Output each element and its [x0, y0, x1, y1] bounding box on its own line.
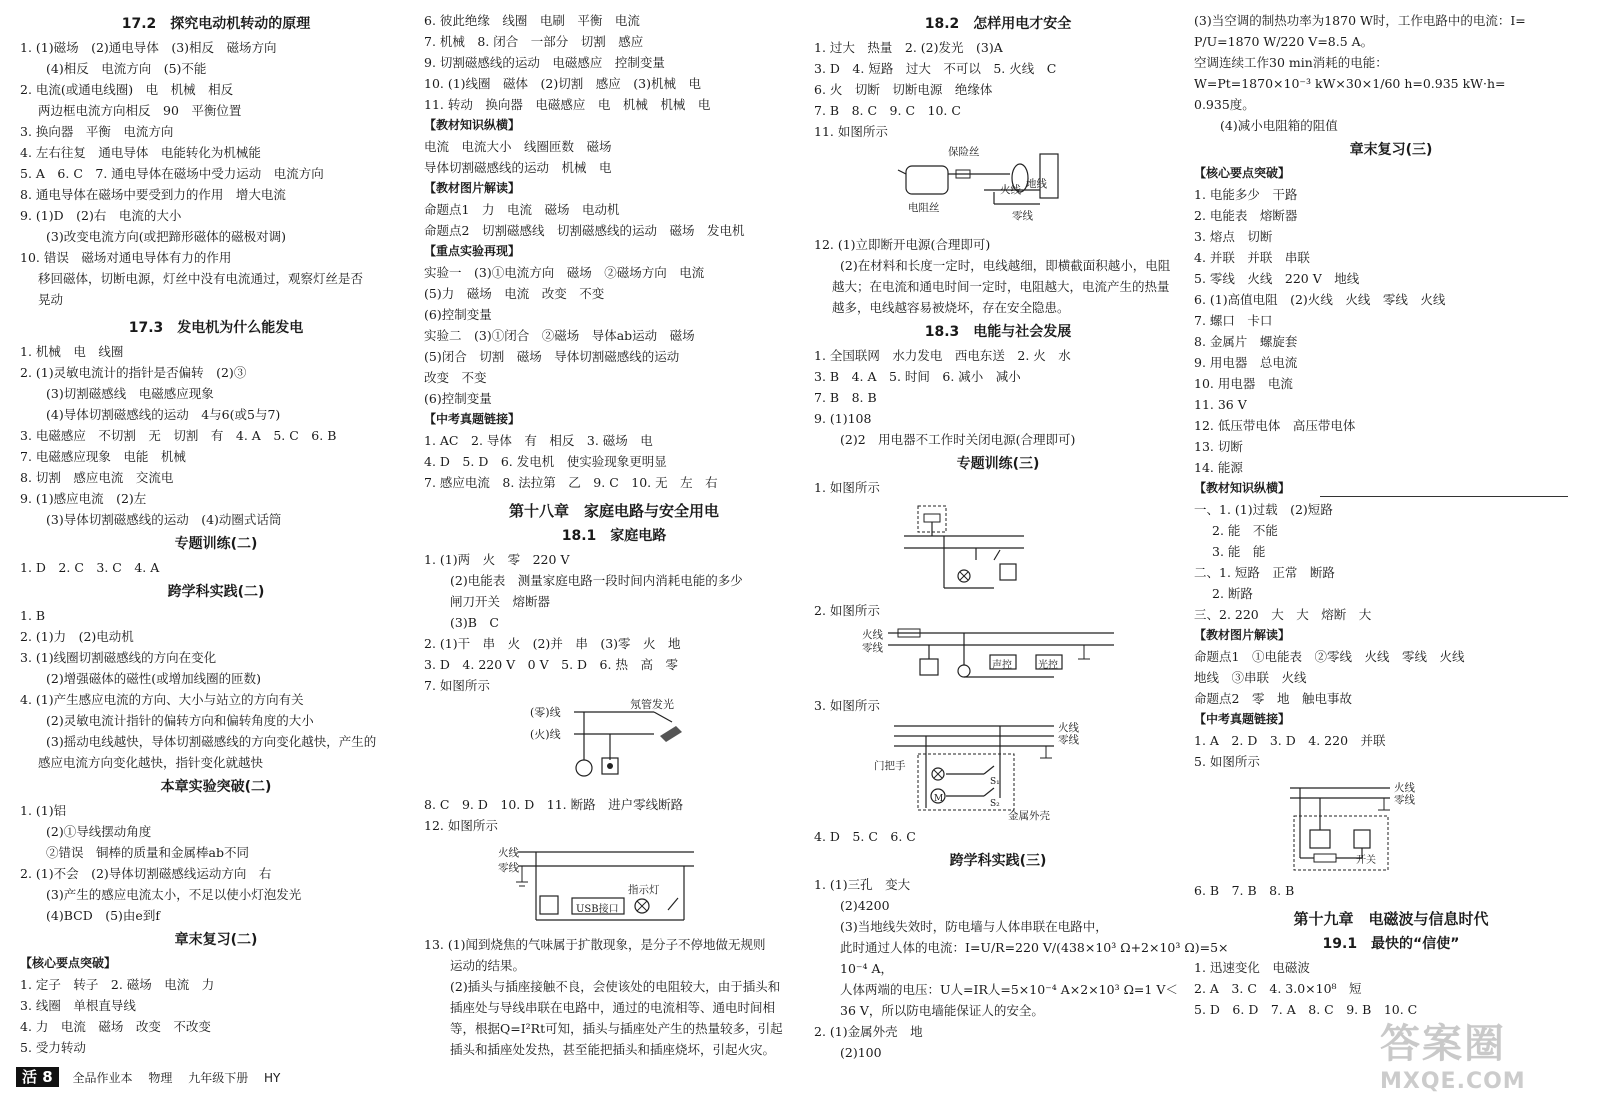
answer-line: (6)控制变量: [424, 307, 492, 322]
answer-line: (3)产生的感应电流太小，不足以使小灯泡发光: [46, 887, 302, 902]
answer-line: 3. 如图所示: [814, 698, 880, 713]
answer-line: 4. 并联 并联 串联: [1194, 250, 1310, 265]
section-heading-17-3: 17.3 发电机为什么能发电: [128, 320, 304, 336]
answer-line: 电流 电流大小 线圈匝数 磁场: [424, 139, 612, 154]
answer-line: 移回磁体，切断电源，灯丝中没有电流通过，观察灯丝是否: [38, 271, 364, 286]
answer-line: 12. (1)立即断开电源(合理即可): [814, 237, 991, 252]
column-1: [20, 10, 412, 1058]
answer-line: 闸刀开关 熔断器: [450, 594, 551, 609]
answer-line: 1. (1)铝: [20, 803, 67, 818]
answer-line: 9. (1)108: [814, 411, 872, 426]
ground-line-label: 地线: [1026, 178, 1047, 190]
answer-line: 1. (1)三孔 变大: [814, 877, 911, 892]
answer-line: 二、1. 短路 正常 断路: [1194, 565, 1335, 580]
answer-line: (2)2 用电器不工作时关闭电源(合理即可): [840, 432, 1076, 447]
answer-line: 感应电流方向变化越快，指针变化就越快: [38, 755, 264, 770]
answer-line: 10. 错误 磁场对通电导体有力的作用: [20, 250, 232, 265]
answer-line: 2. 如图所示: [814, 603, 880, 618]
circuit-figure-s3: [814, 718, 1182, 822]
answer-line: (3)切割磁感线 电磁感应现象: [46, 386, 214, 401]
usb-label: USB接口: [576, 904, 619, 915]
sound-control-label: 声控: [992, 660, 1012, 671]
section-heading-18-1: 18.1 家庭电路: [561, 528, 667, 544]
answer-line: 1. 全国联网 水力发电 西电东送 2. 火 水: [814, 348, 1071, 363]
answer-line: 11. 转动 换向器 电磁感应 电 机械 机械 电: [424, 97, 711, 112]
answer-line: (2)增强磁体的磁性(或增加线圈的匝数): [46, 671, 261, 686]
section-heading-cross-2: 跨学科实践(二): [167, 584, 265, 600]
page-number: 活 8: [16, 1067, 59, 1087]
answer-line: (5)力 磁场 电流 改变 不变: [424, 286, 605, 301]
answer-line: 三、2. 220 大 大 熔断 大: [1194, 607, 1372, 622]
page-footer: [16, 1066, 292, 1087]
answer-line: 人体两端的电压：U人=IR人=5×10⁻⁴ A×2×10³ Ω=1 V＜: [840, 982, 1178, 997]
fuse-icon: [1314, 854, 1336, 862]
answer-line: (2)4200: [840, 898, 890, 913]
answer-line: 7. B 8. C 9. C 10. C: [814, 103, 961, 118]
circuit-diagram-5: [1194, 774, 1588, 876]
answer-line: 9. (1)D (2)右 电流的大小: [20, 208, 182, 223]
socket-icon: [540, 896, 558, 914]
answer-line: 2. (1)干 串 火 (2)并 串 (3)零 火 地: [424, 636, 681, 651]
fire-line-label: 火线: [862, 629, 883, 641]
answer-line: (5)闭合 切割 磁场 导体切割磁感线的运动: [424, 349, 680, 364]
resistor-wire-label: 电阻丝: [908, 202, 940, 214]
answer-line: 7. 机械 8. 闭合 一部分 切割 感应: [424, 34, 644, 49]
section-heading-review-3: 章末复习(三): [1349, 142, 1433, 158]
answer-line: 3. 换向器 平衡 电流方向: [20, 124, 174, 139]
answer-line: 8. 通电导体在磁场中要受到力的作用 增大电流: [20, 187, 286, 202]
motor-label: M: [934, 794, 944, 804]
zero-line-label: 零线: [862, 642, 883, 654]
answer-line: 5. 零线 火线 220 V 地线: [1194, 271, 1360, 286]
section-heading-experiment-2: 本章实验突破(二): [160, 779, 272, 795]
circuit-figure-11: [814, 144, 1182, 230]
answer-line: (2)灵敏电流计指针的偏转方向和偏转角度的大小: [46, 713, 314, 728]
answer-line: 运动的结果。: [450, 958, 526, 973]
subsection-label: 【教材图片解读】: [424, 181, 521, 195]
answer-line: 此时通过人体的电流：I=U/R=220 V/(438×10³ Ω+2×10³ Ω)=5×: [840, 940, 1229, 955]
circuit-diagram-s1: [814, 500, 1182, 596]
answer-line: 4. 左右往复 通电导体 电能转化为机械能: [20, 145, 261, 160]
answer-line: (2)电能表 测量家庭电路一段时间内消耗电能的多少: [450, 573, 743, 588]
answer-line: 3. D 4. 短路 过大 不可以 5. 火线 C: [814, 61, 1057, 76]
answer-line: 2. (1)金属外壳 地: [814, 1024, 923, 1039]
circuit-figure-12: [424, 838, 804, 930]
kettle-icon: [906, 166, 948, 194]
switch-label: 开关: [1356, 855, 1376, 866]
answer-line: 1. 定子 转子 2. 磁场 电流 力: [20, 977, 215, 992]
answer-line: (3)当空调的制热功率为1870 W时，工作电路中的电流：I=: [1194, 13, 1526, 28]
answer-line: 1. 过大 热量 2. (2)发光 (3)A: [814, 40, 1003, 55]
subject-label: 物理: [148, 1071, 173, 1085]
answer-line: 4. D 5. C 6. C: [814, 829, 916, 844]
fire-line-label: 火线: [1394, 782, 1415, 794]
answer-line: 1. 机械 电 线圈: [20, 344, 124, 359]
zero-line-label: 零线: [498, 862, 519, 874]
answer-line: 空调连续工作30 min消耗的电能：: [1194, 55, 1388, 70]
answer-line: 8. C 9. D 10. D 11. 断路 进户零线断路: [424, 797, 684, 812]
switch-icon: [994, 550, 1000, 560]
circuit-figure-s2: [814, 623, 1182, 691]
answer-line: 插座处与导线串联在电路中，通过的电流相等、通电时间相: [450, 1000, 776, 1015]
answer-line: 5. 受力转动: [20, 1040, 86, 1055]
fuse-label: 保险丝: [948, 146, 980, 158]
divider-rule: [1320, 496, 1568, 497]
answer-line: 1. 如图所示: [814, 480, 880, 495]
switch-icon: [1354, 830, 1370, 848]
answer-line: 8. 切割 感应电流 交流电: [20, 470, 174, 485]
answer-line: 11. 如图所示: [814, 124, 888, 139]
answer-line: 13. (1)闻到烧焦的气味属于扩散现象，是分子不停地做无规则: [424, 937, 766, 952]
circuit-figure-7: [424, 698, 804, 790]
socket-icon: [1310, 830, 1330, 848]
section-heading-17-2: 17.2 探究电动机转动的原理: [121, 16, 311, 32]
answer-line: 3. 能 能: [1212, 544, 1266, 559]
bulb-icon: [958, 665, 970, 677]
answer-line: 9. (1)感应电流 (2)左: [20, 491, 147, 506]
answer-line: (3)导体切割磁感线的运动 (4)动圈式话筒: [46, 512, 282, 527]
answer-line: 9. 用电器 总电流: [1194, 355, 1298, 370]
answer-line: 1. (1)磁场 (2)通电导体 (3)相反 磁场方向: [20, 40, 277, 55]
fire-line-label: 火线: [498, 847, 519, 859]
answer-line: 实验二 (3)①闭合 ②磁场 导体ab运动 磁场: [424, 328, 695, 343]
answer-line: 2. (1)灵敏电流计的指针是否偏转 (2)③: [20, 365, 247, 380]
answer-line: 2. (1)力 (2)电动机: [20, 629, 134, 644]
answer-line: (3)B C: [450, 615, 499, 630]
switch-icon: [668, 898, 678, 910]
test-pen-icon: [660, 726, 682, 742]
circuit-figure-5: [1194, 774, 1588, 876]
indicator-lamp-label: 指示灯: [628, 884, 660, 896]
answer-line: (2)①导线摆动角度: [46, 824, 152, 839]
answer-line: 1. (1)两 火 零 220 V: [424, 552, 570, 567]
zero-line-label: 零线: [1394, 794, 1415, 806]
answer-line: (4)导体切割磁感线的运动 4与6(或5与7): [46, 407, 281, 422]
answer-line: 7. 电磁感应现象 电能 机械: [20, 449, 186, 464]
answer-line: 越大；在电流和通电时间一定时，电阻越大，电流产生的热量: [832, 279, 1170, 294]
answer-line: 6. (1)高值电阻 (2)火线 火线 零线 火线: [1194, 292, 1446, 307]
answer-line: 晃动: [38, 292, 64, 307]
answer-line: 2. 断路: [1212, 586, 1253, 601]
answer-line: 等，根据Q=I²Rt可知，插头与插座处产生的热量较多，引起: [450, 1021, 783, 1036]
answer-line: 12. 如图所示: [424, 818, 498, 833]
subsection-label: 【中考真题链接】: [424, 412, 521, 426]
column-2: [424, 10, 804, 1060]
subsection-label: 【核心要点突破】: [20, 956, 117, 970]
subsection-label: 【教材知识纵横】: [424, 118, 521, 132]
answer-line: 3. 电磁感应 不切割 无 切割 有 4. A 5. C 6. B: [20, 428, 337, 443]
section-heading-cross-3: 跨学科实践(三): [949, 853, 1047, 869]
answer-line: (4)相反 电流方向 (5)不能: [46, 61, 207, 76]
answer-line: (2)在材料和长度一定时，电线越细，即横截面积越小，电阻: [840, 258, 1171, 273]
answer-line: 2. 能 不能: [1212, 523, 1278, 538]
circuit-diagram-11: [814, 144, 1182, 230]
answer-line: 越多，电线越容易被烧坏，存在安全隐患。: [832, 300, 1070, 315]
metal-shell-label: 金属外壳: [1008, 810, 1050, 822]
answer-line: 6. 火 切断 切断电源 绝缘体: [814, 82, 993, 97]
grade-label: 九年级下册: [188, 1071, 249, 1085]
answer-line: (3)改变电流方向(或把蹄形磁体的磁极对调): [46, 229, 286, 244]
answer-line: 命题点1 ①电能表 ②零线 火线 零线 火线: [1194, 649, 1465, 664]
answer-line: 两边框电流方向相反 90 平衡位置: [38, 103, 242, 118]
answer-line: 7. 螺口 卡口: [1194, 313, 1273, 328]
answer-line: (4)减小电阻箱的阻值: [1220, 118, 1338, 133]
answer-line: 1. 迅速变化 电磁波: [1194, 960, 1310, 975]
subsection-label: 【中考真题链接】: [1194, 712, 1291, 726]
answer-line: 5. A 6. C 7. 通电导体在磁场中受力运动 电流方向: [20, 166, 324, 181]
answer-line: 9. 切割磁感线的运动 电磁感应 控制变量: [424, 55, 665, 70]
section-heading-18-2: 18.2 怎样用电才安全: [924, 16, 1072, 32]
answer-line: 2. 电流(或通电线圈) 电 机械 相反: [20, 82, 234, 97]
answer-line: 10⁻⁴ A，: [840, 961, 894, 976]
answer-line: 2. 电能表 熔断器: [1194, 208, 1298, 223]
bulb-icon: [576, 760, 592, 776]
zero-line-label: 零线: [1012, 210, 1033, 222]
socket-icon: [920, 659, 938, 675]
answer-line: 1. A 2. D 3. D 4. 220 并联: [1194, 733, 1386, 748]
answer-line: 命题点1 力 电流 磁场 电动机: [424, 202, 620, 217]
chapter-heading-19: 第十九章 电磁波与信息时代: [1293, 910, 1489, 928]
section-heading-special-2: 专题训练(二): [174, 536, 258, 552]
answer-line: (3)摇动电线越快，导体切割磁感线的方向变化越快，产生的: [46, 734, 377, 749]
answer-line: 地线 ③串联 火线: [1194, 670, 1307, 685]
fire-line-label: (火)线: [530, 728, 561, 741]
answer-line: 10. (1)线圈 磁体 (2)切割 感应 (3)机械 电: [424, 76, 701, 91]
answer-line: 6. B 7. B 8. B: [1194, 883, 1295, 898]
watermark-logo-text: 答案圈: [1380, 1021, 1506, 1067]
answer-line: 1. B: [20, 608, 46, 623]
book-title: 全品作业本: [72, 1071, 133, 1085]
door-handle-label: 门把手: [874, 760, 906, 772]
answer-line: 插头和插座处发热，甚至能把插头和插座烧坏，引起火灾。: [450, 1042, 776, 1057]
answer-line: 2. A 3. C 4. 3.0×10⁸ 短: [1194, 981, 1362, 996]
answer-line: 命题点2 切割磁感线 切割磁感线的运动 磁场 发电机: [424, 223, 745, 238]
answer-line: 4. 力 电流 磁场 改变 不改变: [20, 1019, 211, 1034]
subsection-label: 【教材知识纵横】: [1194, 481, 1291, 495]
answer-line: 命题点2 零 地 触电事故: [1194, 691, 1352, 706]
answer-line: 实验一 (3)①电流方向 磁场 ②磁场方向 电流: [424, 265, 705, 280]
answer-line: 5. D 6. D 7. A 8. C 9. B 10. C: [1194, 1002, 1418, 1017]
answer-line: 10. 用电器 电流: [1194, 376, 1293, 391]
section-heading-special-3: 专题训练(三): [956, 456, 1040, 472]
answer-line: 3. 线圈 单根直导线: [20, 998, 136, 1013]
answer-line: 1. 电能多少 干路: [1194, 187, 1298, 202]
subsection-label: 【教材图片解读】: [1194, 628, 1291, 642]
formula-line: P/U=1870 W/220 V=8.5 A。: [1194, 34, 1374, 49]
answer-line: 4. (1)产生感应电流的方向、大小与站立的方向有关: [20, 692, 304, 707]
answer-line: 11. 36 V: [1194, 397, 1247, 412]
answer-line: 7. 感应电流 8. 法拉第 乙 9. C 10. 无 左 右: [424, 475, 718, 490]
subsection-label: 【核心要点突破】: [1194, 166, 1291, 180]
fire-line-label: 火线: [1000, 184, 1021, 196]
section-heading-19-1: 19.1 最快的“信使”: [1322, 936, 1460, 952]
answer-line: 0.935度。: [1194, 97, 1255, 112]
answer-line: 1. D 2. C 3. C 4. A: [20, 560, 160, 575]
neon-note-label: 氖管发光: [630, 698, 674, 711]
answer-line: 7. 如图所示: [424, 678, 490, 693]
answer-line: 一、1. (1)过载 (2)短路: [1194, 502, 1333, 517]
answer-line: 5. 如图所示: [1194, 754, 1260, 769]
answer-line: 3. B 4. A 5. 时间 6. 减小 减小: [814, 369, 1021, 384]
answer-line: 3. 熔点 切断: [1194, 229, 1273, 244]
circuit-figure-s1: [814, 500, 1182, 596]
section-heading-18-3: 18.3 电能与社会发展: [924, 324, 1072, 340]
answer-line: 3. D 4. 220 V 0 V 5. D 6. 热 高 零: [424, 657, 678, 672]
answer-line: 4. D 5. D 6. 发电机 使实验现象更明显: [424, 454, 667, 469]
answer-line: 改变 不变: [424, 370, 487, 385]
circuit-diagram-7: [424, 698, 804, 790]
socket-icon: [1000, 564, 1016, 580]
answer-line: 2. (1)不会 (2)导体切割磁感线运动方向 右: [20, 866, 272, 881]
answer-line: 36 V，所以防电墙能保证人的安全。: [840, 1003, 1044, 1018]
answer-line: 1. AC 2. 导体 有 相反 3. 磁场 电: [424, 433, 653, 448]
answer-line: (6)控制变量: [424, 391, 492, 406]
answer-line: 导体切割磁感线的运动 机械 电: [424, 160, 612, 175]
answer-line: 7. B 8. B: [814, 390, 877, 405]
fire-line-label: 火线: [1058, 722, 1079, 734]
answer-line: 8. 金属片 螺旋套: [1194, 334, 1298, 349]
answer-line: (4)BCD (5)由e到f: [46, 908, 160, 923]
answer-line: 6. 彼此绝缘 线圈 电刷 平衡 电流: [424, 13, 640, 28]
column-4: [1194, 10, 1588, 1020]
switch-s1-label: S₁: [990, 777, 1000, 787]
answer-line: 13. 切断: [1194, 439, 1243, 454]
fuse-icon: [924, 514, 940, 522]
answer-line: 3. (1)线圈切割磁感线的方向在变化: [20, 650, 217, 665]
light-control-label: 光控: [1038, 660, 1058, 671]
answer-line: (3)当地线失效时，防电墙与人体串联在电路中，: [840, 919, 1108, 934]
zero-line-label: (零)线: [530, 706, 561, 719]
edition-label: HY: [264, 1071, 281, 1085]
answer-line: (2)100: [840, 1045, 882, 1060]
chapter-heading-18: 第十八章 家庭电路与安全用电: [508, 502, 719, 520]
watermark-url: MXQE.COM: [1380, 1069, 1526, 1094]
answer-line: 14. 能源: [1194, 460, 1243, 475]
zero-line-label: 零线: [1058, 734, 1079, 746]
switch-s2-label: S₂: [990, 799, 1000, 809]
watermark: [1380, 1012, 1570, 1104]
subsection-label: 【重点实验再现】: [424, 244, 521, 258]
formula-line: W=Pt=1870×10⁻³ kW×30×1/60 h=0.935 kW·h=: [1194, 76, 1506, 91]
answer-line: 12. 低压带电体 高压带电体: [1194, 418, 1356, 433]
answer-line: (2)插头与插座接触不良，会使该处的电阻较大，由于插头和: [450, 979, 781, 994]
answer-line: ②错误 铜棒的质量和金属棒ab不同: [46, 845, 249, 860]
section-heading-review-2: 章末复习(二): [174, 932, 258, 948]
